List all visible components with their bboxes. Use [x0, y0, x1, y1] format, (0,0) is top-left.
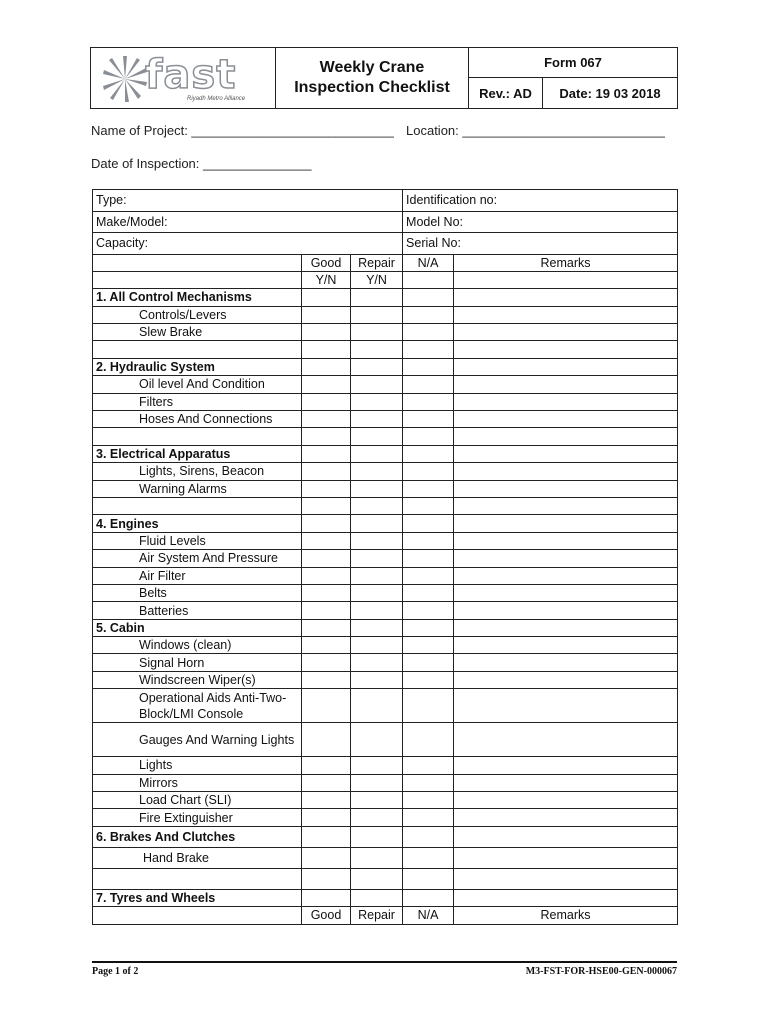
- item-label: Fluid Levels: [93, 532, 302, 549]
- inspection-date-field[interactable]: Date of Inspection: _______________: [91, 156, 312, 171]
- item-label: Lights, Sirens, Beacon: [93, 463, 302, 480]
- table-row: [93, 211, 678, 233]
- item-label: Fire Extinguisher: [93, 809, 302, 826]
- good-cell[interactable]: [302, 689, 351, 723]
- repair-cell[interactable]: [351, 463, 403, 480]
- na-cell[interactable]: [403, 637, 454, 654]
- item-label: Hand Brake: [93, 847, 302, 868]
- good-cell[interactable]: [302, 411, 351, 428]
- list-item: [93, 723, 678, 757]
- identification-cell[interactable]: Identification no:: [403, 190, 678, 212]
- na-cell[interactable]: [403, 723, 454, 757]
- item-label: Lights: [93, 757, 302, 774]
- remarks-cell[interactable]: [454, 393, 678, 410]
- list-item: [93, 774, 678, 791]
- good-cell[interactable]: [302, 792, 351, 809]
- repair-cell[interactable]: [351, 567, 403, 584]
- repair-cell[interactable]: [351, 306, 403, 323]
- revision: Rev.: AD: [468, 77, 543, 109]
- na-cell[interactable]: [403, 567, 454, 584]
- list-item: [93, 809, 678, 826]
- list-item: [93, 306, 678, 323]
- na-cell[interactable]: [403, 324, 454, 341]
- good-cell[interactable]: [302, 376, 351, 393]
- make-model-cell[interactable]: Make/Model:: [93, 211, 403, 233]
- remarks-cell[interactable]: [454, 809, 678, 826]
- good-cell[interactable]: [302, 463, 351, 480]
- item-label: Gauges And Warning Lights: [93, 723, 302, 757]
- remarks-cell[interactable]: [454, 654, 678, 671]
- good-cell[interactable]: [302, 306, 351, 323]
- remarks-cell[interactable]: [454, 847, 678, 868]
- remarks-cell[interactable]: [454, 774, 678, 791]
- na-cell[interactable]: [403, 550, 454, 567]
- item-label: Belts: [93, 584, 302, 601]
- na-cell[interactable]: [403, 411, 454, 428]
- good-cell[interactable]: [302, 550, 351, 567]
- na-cell[interactable]: [403, 671, 454, 688]
- list-item: [93, 393, 678, 410]
- repair-cell[interactable]: [351, 376, 403, 393]
- good-cell[interactable]: [302, 671, 351, 688]
- section-title: 2. Hydraulic System: [93, 358, 302, 375]
- blank-row: [93, 497, 678, 514]
- item-label: Signal Horn: [93, 654, 302, 671]
- good-cell[interactable]: [302, 637, 351, 654]
- list-item: [93, 480, 678, 497]
- section-title: 6. Brakes And Clutches: [93, 826, 302, 847]
- project-name-field[interactable]: Name of Project: ____________________________: [91, 123, 394, 138]
- repair-cell[interactable]: [351, 584, 403, 601]
- good-cell[interactable]: [302, 654, 351, 671]
- section-title: 1. All Control Mechanisms: [93, 289, 302, 306]
- remarks-cell[interactable]: [454, 723, 678, 757]
- good-yn: Y/N: [302, 271, 351, 288]
- na-cell[interactable]: [403, 792, 454, 809]
- na-cell[interactable]: [403, 689, 454, 723]
- remarks-header: Remarks: [454, 907, 678, 924]
- remarks-cell[interactable]: [454, 567, 678, 584]
- good-cell[interactable]: [302, 324, 351, 341]
- yn-row: [93, 271, 678, 288]
- form-header: [90, 47, 678, 109]
- good-cell[interactable]: [302, 723, 351, 757]
- blank-row: [93, 868, 678, 889]
- section-row: [93, 289, 678, 306]
- remarks-cell[interactable]: [454, 324, 678, 341]
- good-header: Good: [302, 907, 351, 924]
- list-item: [93, 532, 678, 549]
- repair-header: Repair: [351, 907, 403, 924]
- repair-cell[interactable]: [351, 654, 403, 671]
- na-cell[interactable]: [403, 584, 454, 601]
- good-cell[interactable]: [302, 393, 351, 410]
- list-item: [93, 463, 678, 480]
- section-title: 4. Engines: [93, 515, 302, 532]
- title-line-2: Inspection Checklist: [294, 79, 450, 96]
- na-cell[interactable]: [403, 480, 454, 497]
- na-header: N/A: [403, 254, 454, 271]
- logo-wordmark: fast: [145, 52, 237, 98]
- section-row: [93, 358, 678, 375]
- repair-cell[interactable]: [351, 480, 403, 497]
- item-label: Batteries: [93, 602, 302, 619]
- item-label: Operational Aids Anti-Two-Block/LMI Console: [93, 689, 302, 723]
- remarks-cell[interactable]: [454, 757, 678, 774]
- model-no-cell[interactable]: Model No:: [403, 211, 678, 233]
- na-cell[interactable]: [403, 809, 454, 826]
- form-date: Date: 19 03 2018: [542, 77, 678, 109]
- good-cell[interactable]: [302, 567, 351, 584]
- page-number: Page 1 of 2: [92, 966, 139, 977]
- item-label: Mirrors: [93, 774, 302, 791]
- na-cell[interactable]: [403, 532, 454, 549]
- good-cell[interactable]: [302, 757, 351, 774]
- form-number: Form 067: [468, 47, 678, 78]
- remarks-cell[interactable]: [454, 480, 678, 497]
- item-label: Load Chart (SLI): [93, 792, 302, 809]
- item-label: Controls/Levers: [93, 306, 302, 323]
- remarks-cell[interactable]: [454, 463, 678, 480]
- list-item: [93, 602, 678, 619]
- repair-cell[interactable]: [351, 550, 403, 567]
- list-item: [93, 689, 678, 723]
- capacity-cell[interactable]: Capacity:: [93, 233, 403, 255]
- list-item: [93, 411, 678, 428]
- section-title: 5. Cabin: [93, 619, 302, 636]
- good-cell[interactable]: [302, 602, 351, 619]
- item-label: Hoses And Connections: [93, 411, 302, 428]
- repair-cell[interactable]: [351, 774, 403, 791]
- item-label: Slew Brake: [93, 324, 302, 341]
- na-cell[interactable]: [403, 376, 454, 393]
- list-item: [93, 847, 678, 868]
- title-line-1: Weekly Crane: [319, 59, 425, 76]
- blank-row: [93, 341, 678, 358]
- list-item: [93, 792, 678, 809]
- list-item: [93, 324, 678, 341]
- section-row: [93, 445, 678, 462]
- section-row: [93, 826, 678, 847]
- form-title: [275, 47, 469, 109]
- logo-cell: [90, 47, 276, 109]
- item-label: Air System And Pressure: [93, 550, 302, 567]
- fast-starburst-logo-icon: [101, 54, 149, 104]
- remarks-cell[interactable]: [454, 532, 678, 549]
- na-cell[interactable]: [403, 393, 454, 410]
- blank-row: [93, 428, 678, 445]
- good-cell[interactable]: [302, 532, 351, 549]
- repair-cell[interactable]: [351, 689, 403, 723]
- table-row: [93, 190, 678, 212]
- list-item: [93, 671, 678, 688]
- repair-header: Repair: [351, 254, 403, 271]
- section-row: [93, 619, 678, 636]
- remarks-cell[interactable]: [454, 550, 678, 567]
- repair-cell[interactable]: [351, 723, 403, 757]
- item-label: Windows (clean): [93, 637, 302, 654]
- repair-cell[interactable]: [351, 324, 403, 341]
- good-cell[interactable]: [302, 774, 351, 791]
- good-cell[interactable]: [302, 847, 351, 868]
- list-item: [93, 567, 678, 584]
- remarks-cell[interactable]: [454, 306, 678, 323]
- item-label: Filters: [93, 393, 302, 410]
- remarks-cell[interactable]: [454, 637, 678, 654]
- section-title: 3. Electrical Apparatus: [93, 445, 302, 462]
- repair-cell[interactable]: [351, 847, 403, 868]
- table-row: [93, 233, 678, 255]
- item-label: Oil level And Condition: [93, 376, 302, 393]
- location-field[interactable]: Location: ____________________________: [406, 123, 665, 138]
- good-header: Good: [302, 254, 351, 271]
- good-cell[interactable]: [302, 480, 351, 497]
- list-item: [93, 757, 678, 774]
- checklist-table: [92, 189, 678, 925]
- serial-no-cell[interactable]: Serial No:: [403, 233, 678, 255]
- column-header-row: [93, 907, 678, 924]
- repair-yn: Y/N: [351, 271, 403, 288]
- list-item: [93, 654, 678, 671]
- list-item: [93, 376, 678, 393]
- remarks-cell[interactable]: [454, 584, 678, 601]
- logo-subtitle: Riyadh Metro Alliance: [187, 96, 246, 102]
- repair-cell[interactable]: [351, 602, 403, 619]
- item-label: Warning Alarms: [93, 480, 302, 497]
- repair-cell[interactable]: [351, 637, 403, 654]
- list-item: [93, 550, 678, 567]
- footer-rule: [92, 961, 677, 963]
- na-cell[interactable]: [403, 847, 454, 868]
- na-cell[interactable]: [403, 774, 454, 791]
- item-label: Windscreen Wiper(s): [93, 671, 302, 688]
- remarks-cell[interactable]: [454, 376, 678, 393]
- good-cell[interactable]: [302, 809, 351, 826]
- section-row: [93, 889, 678, 906]
- repair-cell[interactable]: [351, 757, 403, 774]
- na-cell[interactable]: [403, 463, 454, 480]
- na-cell[interactable]: [403, 757, 454, 774]
- column-header-row: [93, 254, 678, 271]
- na-cell[interactable]: [403, 602, 454, 619]
- repair-cell[interactable]: [351, 532, 403, 549]
- document-number: M3-FST-FOR-HSE00-GEN-000067: [525, 966, 677, 977]
- na-header: N/A: [403, 907, 454, 924]
- good-cell[interactable]: [302, 584, 351, 601]
- remarks-cell[interactable]: [454, 689, 678, 723]
- type-cell[interactable]: Type:: [93, 190, 403, 212]
- item-label: Air Filter: [93, 567, 302, 584]
- repair-cell[interactable]: [351, 809, 403, 826]
- section-row: [93, 515, 678, 532]
- remarks-cell[interactable]: [454, 792, 678, 809]
- repair-cell[interactable]: [351, 393, 403, 410]
- na-cell[interactable]: [403, 306, 454, 323]
- repair-cell[interactable]: [351, 671, 403, 688]
- remarks-header: Remarks: [454, 254, 678, 271]
- repair-cell[interactable]: [351, 411, 403, 428]
- na-cell[interactable]: [403, 654, 454, 671]
- list-item: [93, 584, 678, 601]
- list-item: [93, 637, 678, 654]
- remarks-cell[interactable]: [454, 602, 678, 619]
- repair-cell[interactable]: [351, 792, 403, 809]
- section-title: 7. Tyres and Wheels: [93, 889, 302, 906]
- remarks-cell[interactable]: [454, 411, 678, 428]
- remarks-cell[interactable]: [454, 671, 678, 688]
